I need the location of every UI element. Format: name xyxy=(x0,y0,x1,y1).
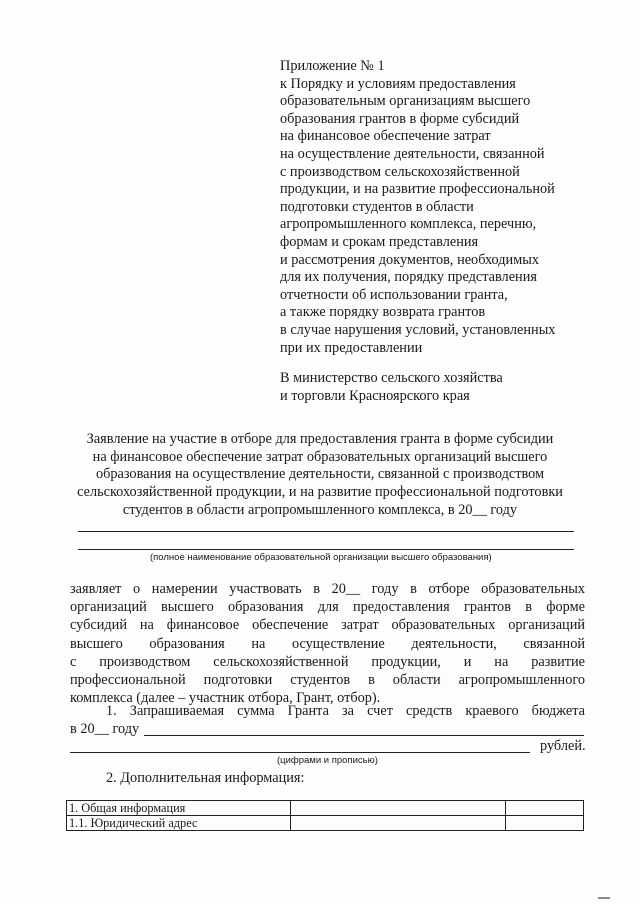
appendix-line: при их предоставлении xyxy=(280,339,423,356)
org-name-caption: (полное наименование образовательной организации высшего образования) xyxy=(150,552,492,563)
recipient-line: и торговли Красноярского края xyxy=(280,388,470,404)
appendix-line: формам и срокам представления xyxy=(280,233,479,250)
table-cell[interactable] xyxy=(290,801,505,816)
appendix-line: для их получения, порядку представления xyxy=(280,269,537,286)
body-line: субсидий на финансовое обеспечение затрат образовательных организаций xyxy=(70,617,585,634)
org-name-line-1[interactable] xyxy=(78,531,574,532)
amount-caption: (цифрами и прописью) xyxy=(277,755,378,766)
requested-amount-text: 1. Запрашиваемая сумма Гранта за счет средств краевого бюджета xyxy=(106,703,585,719)
appendix-line: образования грантов в форме субсидий xyxy=(280,110,520,127)
appendix-line: агропромышленного комплекса, перечню, xyxy=(280,216,537,233)
amount-line-2[interactable] xyxy=(70,752,530,753)
appendix-header xyxy=(280,58,600,357)
body-paragraph xyxy=(70,580,585,707)
additional-info-heading: 2. Дополнительная информация: xyxy=(106,770,305,786)
table-row-label: 1. Общая информация xyxy=(67,801,291,816)
body-line: профессиональной подготовки студентов в области агропромышленного xyxy=(70,672,585,689)
appendix-line: подготовки студентов в области xyxy=(280,198,474,215)
table-row xyxy=(67,801,584,816)
appendix-line: продукции, и на развитие профессиональной xyxy=(280,181,555,198)
table-cell[interactable] xyxy=(506,801,584,816)
body-line: организаций высшего образования для предоставления грантов в форме xyxy=(70,599,585,616)
appendix-line: отчетности об использовании гранта, xyxy=(280,286,508,303)
title-line: сельскохозяйственной продукции, и на развитие профессиональной подготовки xyxy=(77,484,563,501)
org-name-line-2[interactable] xyxy=(78,549,574,550)
appendix-line: на финансовое обеспечение затрат xyxy=(280,128,491,145)
title-line: образования на осуществление деятельности, связанной с производством xyxy=(95,466,545,483)
amount-line-1[interactable] xyxy=(144,735,584,736)
table-cell[interactable] xyxy=(506,816,584,831)
appendix-line: и рассмотрения документов, необходимых xyxy=(280,251,540,268)
appendix-line: с производством сельскохозяйственной xyxy=(280,163,520,180)
recipient-block xyxy=(280,369,600,405)
appendix-line: а также порядку возврата грантов xyxy=(280,304,486,321)
info-table xyxy=(66,800,584,831)
recipient-line: В министерство сельского хозяйства xyxy=(280,370,503,386)
title-line: Заявление на участие в отборе для предоставления гранта в форме субсидии xyxy=(86,431,554,447)
body-last-line: комплекса (далее – участник отбора, Грант, отбор). xyxy=(70,690,381,707)
table-row xyxy=(67,816,584,831)
appendix-line: на осуществление деятельности, связанной xyxy=(280,145,545,162)
scan-mark xyxy=(598,897,610,899)
requested-amount-item xyxy=(70,702,585,738)
appendix-line: образовательным организациям высшего xyxy=(280,93,531,110)
table-cell[interactable] xyxy=(290,816,505,831)
title-line: студентов в области агропромышленного комплекса, в 20__ году xyxy=(122,501,518,518)
body-line: заявляет о намерении участвовать в 20__ году в отборе образовательных xyxy=(70,581,585,597)
body-line: с производством сельскохозяйственной продукции, и на развитие xyxy=(70,653,585,670)
appendix-line: Приложение № 1 xyxy=(280,58,385,74)
rubles-label: рублей. xyxy=(540,738,586,754)
appendix-line: к Порядку и условиям предоставления xyxy=(280,75,516,92)
body-line: высшего образования на осуществление деятельности, связанной xyxy=(70,635,585,652)
table-row-label: 1.1. Юридический адрес xyxy=(67,816,291,831)
title-line: на финансовое обеспечение затрат образовательных организаций высшего xyxy=(92,448,548,465)
requested-amount-year: в 20__ году xyxy=(70,721,140,738)
appendix-line: в случае нарушения условий, установленных xyxy=(280,321,556,338)
application-title xyxy=(60,431,580,520)
